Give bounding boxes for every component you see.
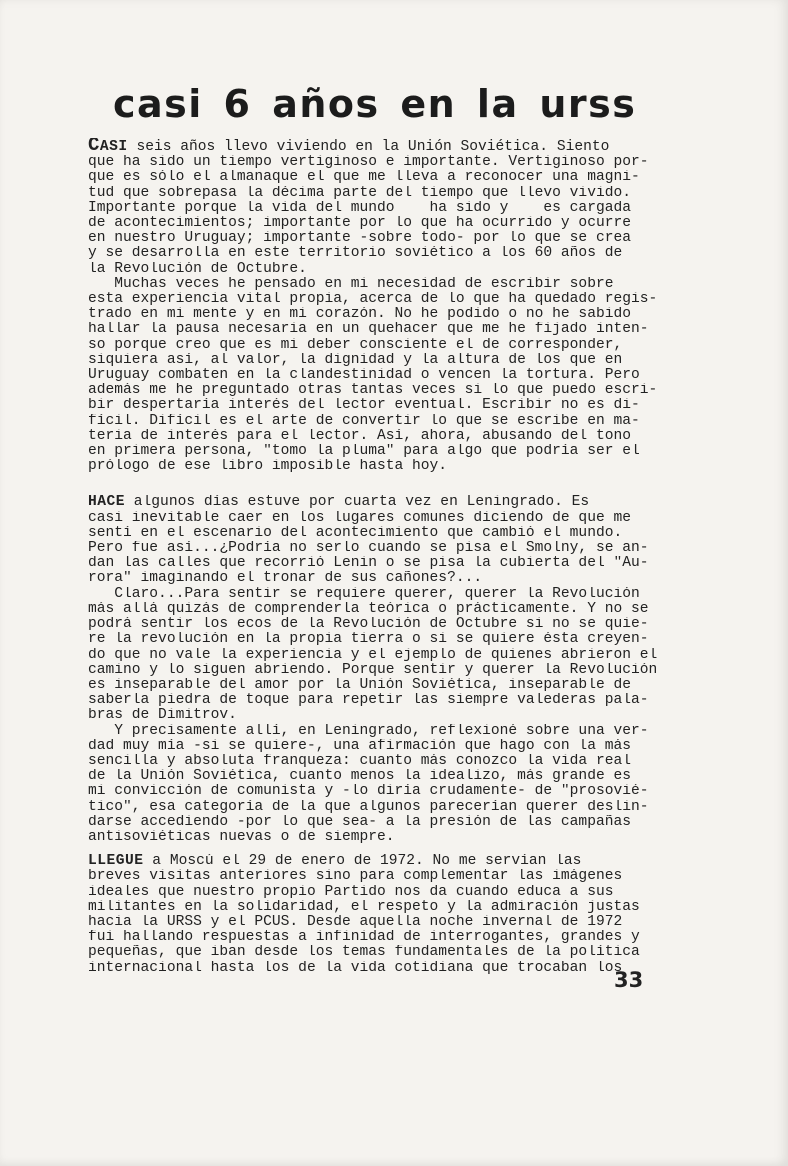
text-line: mi convicción de comunista y -lo diría crudamente- de "prosovié- [88, 784, 649, 800]
text-line: rora" imaginando el tronar de sus cañones?... [88, 571, 483, 587]
text-line: seis años llevo viviendo en la Unión Soviética. Siento [127, 139, 610, 155]
text-line: dad muy mía -si se quiere-, una afirmación que hago con la más [88, 738, 631, 754]
text-line: más allá quizás de comprenderla teórica o prácticamente. Y no se [88, 601, 649, 617]
text-line: hacia la URSS y el PCUS. Desde aquella noche invernal de 1972 [88, 914, 623, 930]
text-line: do que no vale la experiencia y el ejemplo de quienes abrieron el [88, 647, 658, 663]
article-body [88, 138, 688, 976]
text-line: en primera persona, "tomo la pluma" para algo que podría ser el [88, 444, 640, 460]
text-line: ideales que nuestro propio Partido nos da cuando educa a sus [88, 884, 614, 900]
text-line: prólogo de ese libro imposible hasta hoy. [88, 459, 448, 475]
text-line: bras de Dimitrov. [88, 708, 237, 724]
text-line: Claro...Para sentir se requiere querer, querer la Revolución [88, 586, 640, 602]
text-line: y se desarrolla en este territorio soviético a los 60 años de [88, 246, 623, 262]
drop-initial: C [88, 138, 100, 156]
text-line: tico", esa categoría de la que algunos parecerían querer deslin- [88, 799, 649, 815]
paragraph-first-line [88, 138, 688, 155]
text-line: Pero fue así...¿Podría no serlo cuando se pisa el Smolny, se an- [88, 541, 649, 557]
text-line: esta experiencia vital propia, acerca de lo que ha quedado regis- [88, 292, 658, 308]
text-line: sencilla y absoluta franqueza: cuanto más conozco la vida real [88, 753, 631, 769]
text-line: Muchas veces he pensado en mi necesidad de escribir sobre [88, 276, 614, 292]
text-line: militantes en la solidaridad, el respeto y la admiración justas [88, 899, 640, 915]
text-line: bir despertaría interés del lector eventual. Escribir no es di- [88, 398, 640, 414]
paragraph-6 [88, 854, 688, 976]
paragraph-gap [88, 845, 688, 854]
text-line: pequeñas, que iban desde los temas fundamentales de la política [88, 945, 640, 961]
text-line: saberla piedra de toque para repetir las siempre valederas pala- [88, 693, 649, 709]
text-line: que es sólo el almanaque el que me lleva a reconocer una magni- [88, 170, 640, 186]
article-title: casi 6 años en la urss [113, 82, 637, 126]
paragraph-gap [88, 474, 688, 495]
text-line: camino y lo siguen abriendo. Porque sentir y querer la Revolución [88, 662, 658, 678]
text-line: Importante porque la vida del mundo ha sido y es cargada [88, 200, 631, 216]
text-line: internacional hasta los de la vida cotidiana que trocaban los [88, 960, 623, 976]
text-line: algunos días estuve por cuarta vez en Leningrado. Es [125, 495, 590, 511]
text-line: casi inevitable caer en los lugares comunes diciendo de que me [88, 510, 631, 526]
text-line: a Moscú el 29 de enero de 1972. No me servían las [143, 854, 582, 870]
lead-word: LLEGUE [88, 854, 144, 870]
text-line: fui hallando respuestas a infinidad de interrogantes, grandes y [88, 930, 640, 946]
page-number: 33 [614, 968, 644, 992]
text-line: Uruguay combaten en la clandestinidad o vencen la tortura. Pero [88, 368, 640, 384]
lead-word: HACE [88, 495, 126, 511]
text-line: dan las calles que recorrió Lenin o se pisa la cubierta del "Au- [88, 556, 649, 572]
text-line: de acontecimientos; importante por lo que ha ocurrido y ocurre [88, 216, 631, 232]
text-line: de la Unión Soviética, cuanto menos la idealizo, más grande es [88, 769, 631, 785]
text-line: es inseparable del amor por la Unión Soviética, inseparable de [88, 677, 631, 693]
text-line: en nuestro Uruguay; importante -sobre todo- por lo que se crea [88, 231, 631, 247]
text-line: re la revolución en la propia tierra o si se quiere ésta creyen- [88, 632, 649, 648]
text-line: que ha sido un tiempo vertiginoso e importante. Vertiginoso por- [88, 155, 649, 171]
paragraph-4 [88, 587, 688, 724]
text-line: teria de interés para el lector. Así, ahora, abusando del tono [88, 428, 631, 444]
text-line: trado en mi mente y en mi corazón. No he podido o no he sabido [88, 307, 631, 323]
text-line: fícil. Difícil es el arte de convertir lo que se escribe en ma- [88, 413, 640, 429]
lead-word: ASI [99, 139, 128, 155]
text-line: Y precisamente allí, en Leningrado, reflexioné sobre una ver- [88, 723, 649, 739]
text-line: hallar la pausa necesaria en un quehacer que me he fijado inten- [88, 322, 649, 338]
text-line: sentí en el escenario del acontecimiento que cambió el mundo. [88, 525, 623, 541]
text-line: además me he preguntado otras tantas veces si lo que puedo escri- [88, 383, 658, 399]
text-line: podrá sentir los ecos de la Revolución de Octubre si no se quie- [88, 617, 649, 633]
paragraph-first-line [88, 495, 688, 510]
text-line: antisoviéticas nuevas o de siempre. [88, 829, 395, 845]
paragraph-1 [88, 138, 688, 277]
text-line: la Revolución de Octubre. [88, 261, 307, 277]
paragraph-5 [88, 724, 688, 846]
text-line: darse accediendo -por lo que sea- a la presión de las campañas [88, 814, 631, 830]
text-line: tud que sobrepasa la décima parte del tiempo que llevo vivido. [88, 185, 631, 201]
text-line: so porque creo que es mi deber consciente el de corresponder, [88, 337, 623, 353]
paragraph-2 [88, 277, 688, 475]
text-line: siquiera así, al valor, la dignidad y la altura de los que en [88, 352, 623, 368]
text-line: breves visitas anteriores sino para complementar las imágenes [88, 869, 623, 885]
paragraph-first-line [88, 854, 688, 869]
paragraph-3 [88, 495, 688, 586]
